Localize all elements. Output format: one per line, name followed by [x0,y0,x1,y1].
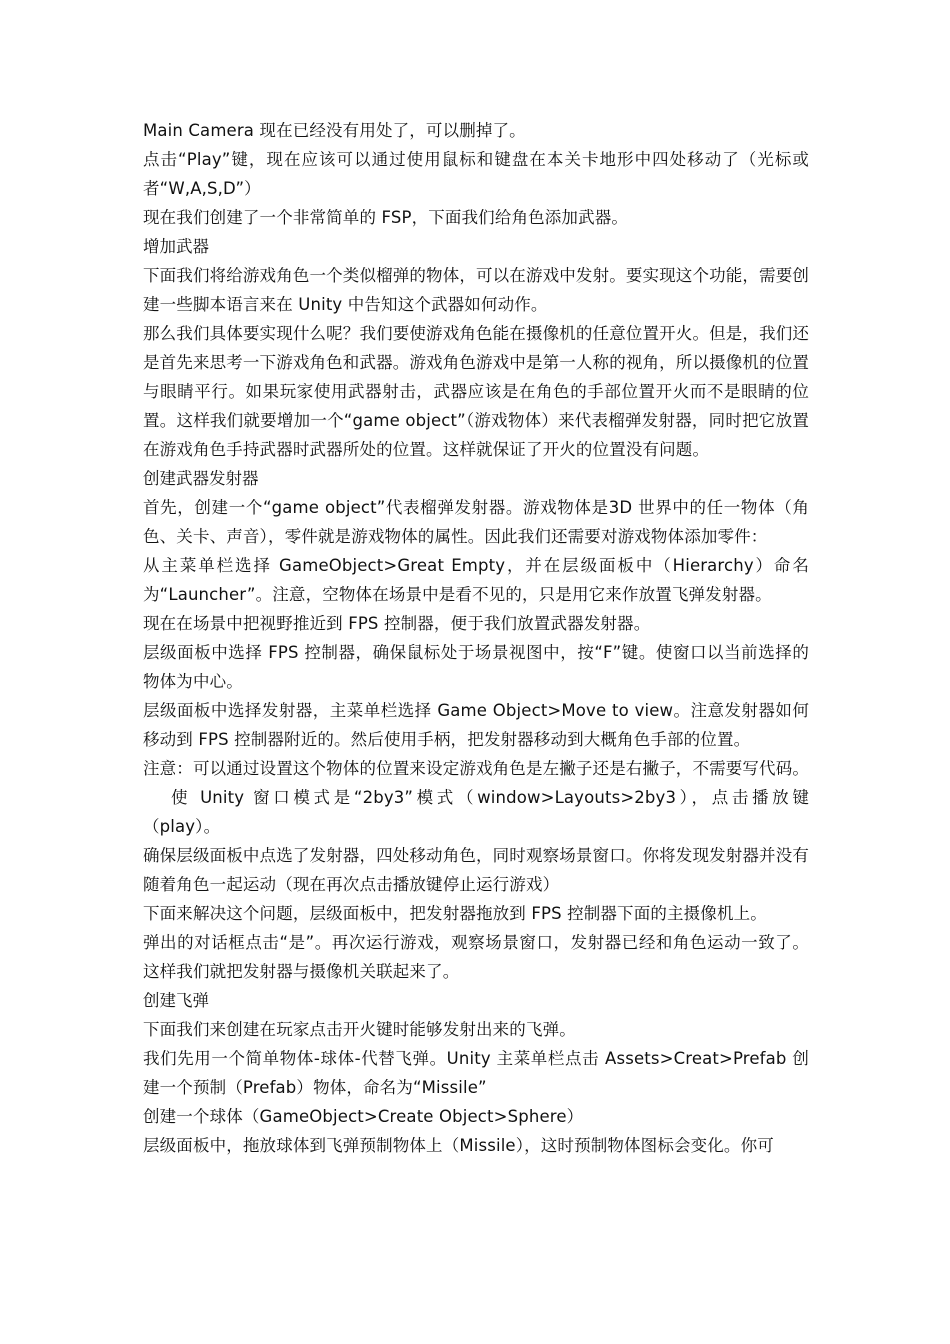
document-body [143,116,809,1160]
paragraph: 下面来解决这个问题，层级面板中，把发射器拖放到 FPS 控制器下面的主摄像机上。 [143,904,767,923]
paragraph: 使 Unity 窗口模式是“2by3”模式（window>Layouts>2by3），点击播放键（play）。 [143,788,809,836]
paragraph: 确保层级面板中点选了发射器，四处移动角色，同时观察场景窗口。你将发现发射器并没有随着角色一起运动（现在再次点击播放键停止运行游戏） [143,846,809,894]
paragraph: 层级面板中选择 FPS 控制器，确保鼠标处于场景视图中，按“F”键。使窗口以当前选择的物体为中心。 [143,643,809,691]
section-heading-create-missile: 创建飞弹 [143,991,209,1010]
paragraph: 下面我们将给游戏角色一个类似榴弹的物体，可以在游戏中发射。要实现这个功能，需要创建一些脚本语言来在 Unity 中告知这个武器如何动作。 [143,266,809,314]
paragraph: Main Camera 现在已经没有用处了，可以删掉了。 [143,121,526,140]
paragraph: 现在我们创建了一个非常简单的 FSP，下面我们给角色添加武器。 [143,208,629,227]
note-paragraph: 注意：可以通过设置这个物体的位置来设定游戏角色是左撇子还是右撇子，不需要写代码。 [143,759,809,778]
paragraph: 层级面板中选择发射器，主菜单栏选择 Game Object>Move to view。注意发射器如何移动到 FPS 控制器附近的。然后使用手柄，把发射器移动到大概角色手部的位置。 [143,701,809,749]
paragraph: 下面我们来创建在玩家点击开火键时能够发射出来的飞弹。 [143,1020,576,1039]
section-heading-add-weapon: 增加武器 [143,237,209,256]
section-heading-create-launcher: 创建武器发射器 [143,469,259,488]
paragraph: 创建一个球体（GameObject>Create Object>Sphere） [143,1107,584,1126]
paragraph: 我们先用一个简单物体-球体-代替飞弹。Unity 主菜单栏点击 Assets>Creat>Prefab 创建一个预制（Prefab）物体，命名为“Missile” [143,1049,809,1097]
paragraph: 从主菜单栏选择 GameObject>Great Empty，并在层级面板中（Hierarchy）命名为“Launcher”。注意，空物体在场景中是看不见的，只是用它来作放置飞弹发射器。 [143,556,809,604]
paragraph: 点击“Play”键，现在应该可以通过使用鼠标和键盘在本关卡地形中四处移动了（光标或者“W,A,S,D”） [143,150,809,198]
paragraph: 层级面板中，拖放球体到飞弹预制物体上（Missile），这时预制物体图标会变化。你可 [143,1136,774,1155]
paragraph: 首先，创建一个“game object”代表榴弹发射器。游戏物体是3D 世界中的任一物体（角色、关卡、声音），零件就是游戏物体的属性。因此我们还需要对游戏物体添加零件： [143,498,809,546]
paragraph: 那么我们具体要实现什么呢？我们要使游戏角色能在摄像机的任意位置开火。但是，我们还是首先来思考一下游戏角色和武器。游戏角色游戏中是第一人称的视角，所以摄像机的位置与眼睛平行。如果玩家使用武器射击，武器应该是在角色的手部位置开火而不是眼睛的位置。这样我们就要增加一个“game object”（游戏物体）来代表榴弹发射器，同时把它放置在游戏角色手持武器时武器所处的位置。这样就保证了开火的位置没有问题。 [143,324,809,459]
paragraph: 现在在场景中把视野推近到 FPS 控制器，便于我们放置武器发射器。 [143,614,651,633]
paragraph: 弹出的对话框点击“是”。再次运行游戏，观察场景窗口，发射器已经和角色运动一致了。这样我们就把发射器与摄像机关联起来了。 [143,933,809,981]
